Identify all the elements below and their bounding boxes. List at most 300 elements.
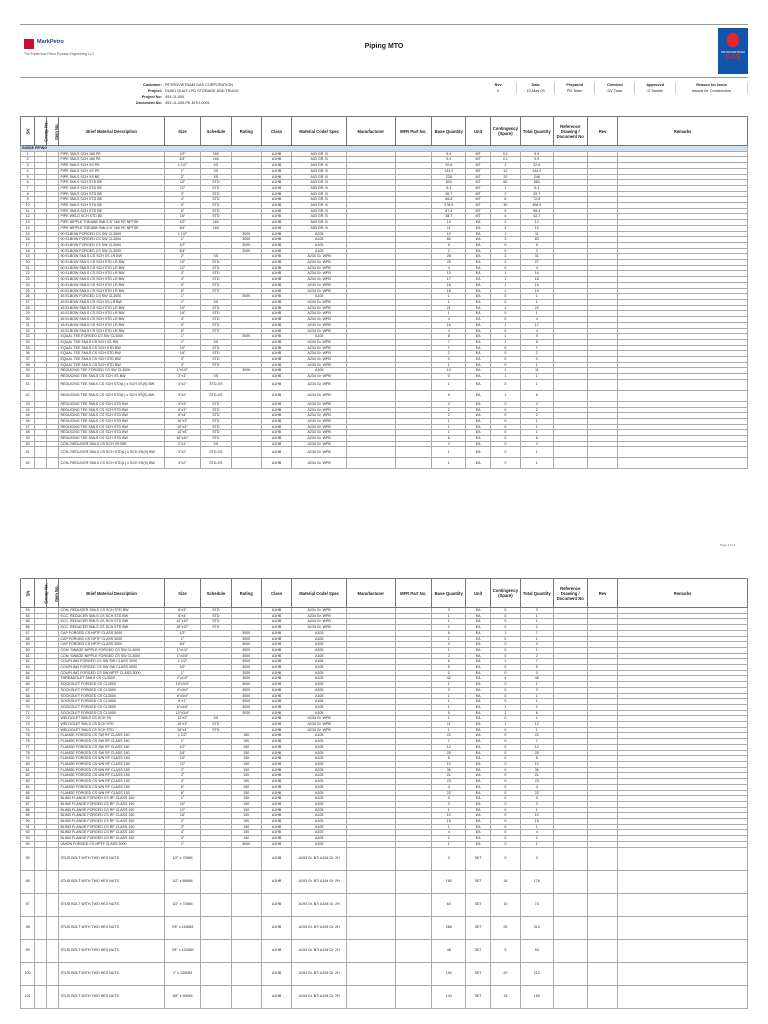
table-cell: 1" — [164, 294, 200, 300]
table-cell: A234 Gr. WPB — [292, 351, 347, 357]
mto-sheet-page-1 — [20, 24, 748, 547]
table-cell: A1HB — [261, 659, 291, 665]
table-cell: A1HB — [261, 625, 291, 631]
table-cell: A1HB — [261, 813, 291, 819]
table-cell: 10 — [490, 168, 520, 174]
table-cell: EA — [466, 237, 490, 243]
table-cell: 22 — [432, 733, 466, 739]
table-cell: A1HB — [261, 299, 291, 305]
table-cell: XS — [201, 174, 231, 180]
table-cell: 134.2 — [432, 168, 466, 174]
table-cell: 2 — [521, 704, 553, 710]
table-cell: 1 — [432, 311, 466, 317]
table-cell: 2" — [164, 819, 200, 825]
table-cell: 82 — [21, 773, 35, 779]
table-cell: 0 — [490, 407, 520, 413]
table-cell: A1HB — [261, 214, 291, 220]
prepared-value: PD Team — [555, 88, 595, 94]
table-cell: 10" — [164, 305, 200, 311]
table-cell: EA — [466, 608, 490, 614]
table-cell: 0 — [490, 351, 520, 357]
table-cell: A105 — [292, 796, 347, 802]
table-cell: 16 — [21, 237, 35, 243]
table-cell: 12 — [521, 220, 553, 226]
table-cell: 100 — [21, 962, 35, 985]
table-cell: MT — [466, 163, 490, 169]
table-cell: 3000 — [231, 659, 261, 665]
table-cell: 0 — [490, 716, 520, 722]
table-cell: 3000 — [231, 653, 261, 659]
table-cell: 0 — [521, 357, 553, 363]
table-cell: 5 — [432, 756, 466, 762]
table-cell: EA — [466, 401, 490, 407]
table-cell: STD — [201, 430, 231, 436]
column-header: Base Quantity — [432, 117, 466, 146]
item-description: PIPE SMLS SCH 160 PE — [59, 157, 164, 163]
item-description: 90 ELBOW SMLS CS SCH STD LR BW — [59, 288, 164, 294]
table-cell: A105 — [292, 237, 347, 243]
table-cell: 0 — [490, 807, 520, 813]
table-cell: A105 — [292, 819, 347, 825]
table-cell: A1HB — [261, 163, 291, 169]
item-description: ECC. REDUCER SMLS CS SCH STD BW — [59, 613, 164, 619]
table-cell: 1 — [521, 613, 553, 619]
table-cell: A105 — [292, 801, 347, 807]
table-cell: 150 — [231, 744, 261, 750]
table-cell: 29.7 — [521, 191, 553, 197]
column-header-label: SN — [25, 128, 31, 134]
table-cell — [618, 870, 748, 893]
table-cell: A234 Gr. WPB — [292, 390, 347, 401]
table-cell: A1HB — [261, 424, 291, 430]
table-cell: STD — [201, 271, 231, 277]
table-cell: A234 Gr. WPB — [292, 265, 347, 271]
table-cell: 1" — [164, 739, 200, 745]
item-description: EQUAL TEE SMLS CS SCH STD BW — [59, 362, 164, 368]
table-cell: EA — [466, 653, 490, 659]
table-cell — [47, 893, 59, 916]
item-description: FLANGE FORGED CS SW RF CLASS 150 — [59, 739, 164, 745]
table-cell: 25 — [490, 916, 520, 939]
item-description: PIPE NIPPLE TOEABE SMLS 6" 160 PE NPTSE — [59, 225, 164, 231]
table-cell: A1HB — [261, 670, 291, 676]
table-cell: A1HB — [261, 693, 291, 699]
table-cell: 1 — [521, 418, 553, 424]
table-cell: A1HB — [261, 773, 291, 779]
table-cell: A1HB — [261, 665, 291, 671]
table-cell: 503 — [432, 180, 466, 186]
table-cell: 18 — [521, 277, 553, 283]
table-cell: 160 — [201, 225, 231, 231]
table-cell: 1 — [490, 368, 520, 374]
table-cell: 2 — [490, 163, 520, 169]
table-cell: 14 — [21, 225, 35, 231]
table-cell — [618, 916, 748, 939]
table-cell: A53 GR. B — [292, 157, 347, 163]
table-cell: 4" — [164, 830, 200, 836]
table-cell: 4 — [490, 214, 520, 220]
table-cell: 1 — [490, 277, 520, 283]
table-cell — [346, 847, 395, 870]
table-cell: A1HB — [261, 962, 291, 985]
table-cell: 160 — [432, 870, 466, 893]
item-description: BLIND FLANGE FORGED CS RF CLASS 150 — [59, 824, 164, 830]
table-cell — [553, 847, 587, 870]
table-cell: EA — [466, 716, 490, 722]
table-cell: 23 — [521, 779, 553, 785]
table-cell: A1HB — [261, 220, 291, 226]
table-cell: A1HB — [261, 368, 291, 374]
table-cell: 4 — [521, 784, 553, 790]
table-cell: 3000 — [231, 636, 261, 642]
item-description: SOCKOLET FORGED CS CL3000 — [59, 704, 164, 710]
table-cell: 2" — [164, 299, 200, 305]
table-cell: A1HB — [261, 756, 291, 762]
table-cell: EA — [466, 841, 490, 847]
table-cell: A1HB — [261, 294, 291, 300]
table-cell: 0 — [490, 819, 520, 825]
table-cell: 26 — [21, 294, 35, 300]
table-cell: 278.9 — [432, 203, 466, 209]
table-cell: A105 — [292, 248, 347, 254]
table-cell: A105 — [292, 231, 347, 237]
table-cell: 5.4 — [432, 185, 466, 191]
table-cell: 8" — [164, 328, 200, 334]
item-description: CAP FORGED CS NPTF CLASS 3000 — [59, 636, 164, 642]
table-cell — [618, 985, 748, 1008]
table-cell: SET — [466, 893, 490, 916]
table-cell: 55 — [21, 619, 35, 625]
table-cell: 6" — [164, 784, 200, 790]
meta-document-no: Document No: 493-J1-005-PE-MTO-0001 — [136, 101, 210, 105]
table-cell: A234 Gr. WPB — [292, 430, 347, 436]
table-cell: 12" — [164, 761, 200, 767]
table-cell: 0.1 — [490, 151, 520, 157]
table-cell: 1 — [521, 619, 553, 625]
table-cell: 6" — [164, 203, 200, 209]
table-cell: XS — [201, 716, 231, 722]
table-cell: EA — [466, 693, 490, 699]
table-cell: 4"x3" — [164, 401, 200, 407]
table-cell: 1 — [521, 636, 553, 642]
column-header-label: Item No. — [54, 122, 60, 140]
table-cell: STD — [201, 727, 231, 733]
table-cell: 83 — [521, 237, 553, 243]
table-cell: EA — [466, 362, 490, 368]
table-cell — [47, 870, 59, 893]
table-row — [21, 870, 748, 893]
table-cell: EA — [466, 418, 490, 424]
table-cell: 17 — [21, 242, 35, 248]
table-cell: 1 — [490, 339, 520, 345]
table-cell: 90 — [21, 819, 35, 825]
table-cell — [201, 893, 231, 916]
table-cell: EA — [466, 328, 490, 334]
item-description: REDUCING TEE SMLS CS SCH STD BW — [59, 430, 164, 436]
table-cell: A105 — [292, 836, 347, 842]
table-cell: 88 — [21, 807, 35, 813]
table-cell: 1/2" — [164, 665, 200, 671]
table-cell: 1 — [21, 151, 35, 157]
table-cell: EA — [466, 727, 490, 733]
table-cell: 8 — [521, 339, 553, 345]
table-cell: A105 — [292, 761, 347, 767]
table-cell: A1HB — [261, 682, 291, 688]
table-cell: 72 — [21, 716, 35, 722]
column-header: Schedule — [201, 117, 231, 146]
item-description: PIPE SMLS SCH STD BE — [59, 208, 164, 214]
table-cell: MT — [466, 157, 490, 163]
table-cell: 1/2" x 70MM — [164, 847, 200, 870]
table-cell: 15 — [21, 231, 35, 237]
table-cell: 4" — [164, 317, 200, 323]
table-cell: 3000 — [231, 642, 261, 648]
item-description: STUD BOLT WITH TWO HEX NUTS — [59, 985, 164, 1008]
table-cell: 150 — [231, 773, 261, 779]
table-cell: 0 — [490, 311, 520, 317]
table-cell: 0 — [490, 687, 520, 693]
table-cell: A1HB — [261, 334, 291, 340]
table-cell — [35, 916, 47, 939]
item-description: PIPE SMLS SCH XS BE — [59, 174, 164, 180]
table-cell: MT — [466, 180, 490, 186]
table-cell: STD-XS — [201, 379, 231, 390]
table-cell: 80 — [432, 237, 466, 243]
table-cell: A1HB — [261, 893, 291, 916]
table-cell: 10" — [164, 260, 200, 266]
table-cell: 6" — [164, 322, 200, 328]
table-cell: A53 GR. B — [292, 225, 347, 231]
table-cell: 5.4 — [432, 151, 466, 157]
item-description: ECC. REDUCER SMLS CS SCH STD BW — [59, 619, 164, 625]
table-cell: 8 — [21, 191, 35, 197]
table-cell: A1HB — [261, 790, 291, 796]
document-meta — [20, 78, 748, 116]
item-description: PIPE SMLS SCH 160 PE — [59, 151, 164, 157]
table-cell: 6 — [432, 436, 466, 442]
table-cell: EA — [466, 231, 490, 237]
table-cell: EA — [466, 619, 490, 625]
column-header: Manufacturer — [346, 579, 395, 608]
mto-table — [20, 578, 748, 1009]
item-description: BLIND FLANGE FORGED CS RF CLASS 150 — [59, 836, 164, 842]
table-cell: 1 — [432, 362, 466, 368]
table-cell: 42.7 — [521, 214, 553, 220]
company-name: MarkPetro — [37, 39, 64, 45]
table-cell: A234 Gr. WPB — [292, 305, 347, 311]
table-cell: A1HB — [261, 744, 291, 750]
table-cell: EA — [466, 670, 490, 676]
table-cell: 10 — [432, 231, 466, 237]
table-cell: 10"x3" — [164, 418, 200, 424]
table-cell: 0 — [490, 242, 520, 248]
table-cell: A105 — [292, 670, 347, 676]
table-cell: EA — [466, 744, 490, 750]
item-description: EQUAL TEE SMLS CS SCH XS BW — [59, 339, 164, 345]
table-cell: A234 Gr. WPB — [292, 288, 347, 294]
table-cell: 64 — [432, 893, 466, 916]
table-cell: EA — [466, 242, 490, 248]
table-cell: 74 — [21, 727, 35, 733]
table-cell: 84 — [21, 784, 35, 790]
table-cell: 5 — [21, 174, 35, 180]
table-cell — [618, 847, 748, 870]
table-cell: SET — [466, 939, 490, 962]
table-cell: EA — [466, 351, 490, 357]
table-cell: 12"x10" — [164, 619, 200, 625]
table-cell: 4 — [521, 317, 553, 323]
table-cell: 75 — [21, 733, 35, 739]
table-cell: STD-XS — [201, 447, 231, 458]
item-description: CON. REDUCER SMLS CS SCH STD(L) x SCH XS(S) BW — [59, 458, 164, 469]
column-header: Unit — [466, 579, 490, 608]
table-cell: A1HB — [261, 796, 291, 802]
table-cell: 150 — [231, 819, 261, 825]
table-cell: A105 — [292, 659, 347, 665]
table-cell: A105 — [292, 841, 347, 847]
table-cell: 0 — [490, 413, 520, 419]
table-cell: 1 — [490, 374, 520, 380]
table-cell: A234 Gr. WPB — [292, 436, 347, 442]
item-description: PIPE SMLS SCH STD BE — [59, 191, 164, 197]
table-cell: 10 — [521, 761, 553, 767]
table-cell — [35, 847, 47, 870]
table-cell: A105 — [292, 744, 347, 750]
table-cell: STD — [201, 180, 231, 186]
client-logo-brand: GAS — [725, 54, 741, 61]
table-cell: 1 — [521, 699, 553, 705]
table-cell — [395, 916, 431, 939]
table-cell: 1 — [490, 722, 520, 728]
table-cell: 97 — [21, 893, 35, 916]
table-cell: 65 — [21, 676, 35, 682]
table-cell: A234 Gr. WPB — [292, 441, 347, 447]
table-cell: 21 — [21, 265, 35, 271]
table-cell — [346, 962, 395, 985]
table-cell: 38 — [21, 362, 35, 368]
table-cell: EA — [466, 379, 490, 390]
item-description: EQUAL TEE FORGED CS SW CL3000 — [59, 334, 164, 340]
table-cell: 1 — [490, 185, 520, 191]
table-cell: 99 — [21, 939, 35, 962]
column-header: Base Quantity — [432, 579, 466, 608]
table-cell — [553, 939, 587, 962]
table-cell: 0 — [490, 441, 520, 447]
table-cell: 2 — [490, 260, 520, 266]
table-cell: 3/4" — [164, 225, 200, 231]
table-cell — [395, 939, 431, 962]
table-cell: 4 — [432, 317, 466, 323]
table-cell: A234 Gr. WPB — [292, 362, 347, 368]
meta-fields — [110, 82, 310, 106]
reason-header: Reason for Issue — [676, 82, 748, 88]
table-cell: 45 — [21, 413, 35, 419]
table-cell: STD — [201, 619, 231, 625]
table-cell: MT — [466, 208, 490, 214]
table-cell: A234 Gr. WPB — [292, 282, 347, 288]
table-cell: 3"x2" — [164, 390, 200, 401]
table-cell: 0 — [490, 248, 520, 254]
table-cell: 20 — [21, 260, 35, 266]
table-cell: 0 — [490, 608, 520, 614]
table-cell: A234 Gr. WPB — [292, 254, 347, 260]
table-cell: A1HB — [261, 716, 291, 722]
table-cell: 59 — [21, 642, 35, 648]
table-cell: 44 — [21, 407, 35, 413]
table-cell — [346, 893, 395, 916]
table-cell: 41 — [21, 379, 35, 390]
item-description: BLIND FLANGE FORGED CS RF CLASS 150 — [59, 807, 164, 813]
table-cell: 10"x6" — [164, 430, 200, 436]
table-cell: A1HB — [261, 174, 291, 180]
table-cell: A105 — [292, 813, 347, 819]
table-cell: 35 — [21, 345, 35, 351]
table-cell: 5 — [521, 756, 553, 762]
table-cell: 4"x2" — [164, 458, 200, 469]
table-cell: A105 — [292, 739, 347, 745]
table-cell: 0 — [490, 265, 520, 271]
table-cell: 1 — [521, 824, 553, 830]
table-cell: A1HB — [261, 379, 291, 390]
table-cell: 12"x3/4" — [164, 710, 200, 716]
table-cell: 19 — [21, 254, 35, 260]
table-cell: EA — [466, 704, 490, 710]
table-cell: 1 — [521, 311, 553, 317]
table-cell: 2 — [432, 687, 466, 693]
table-cell — [231, 447, 261, 458]
table-cell: 150 — [231, 790, 261, 796]
table-cell — [231, 916, 261, 939]
table-cell: 16" — [164, 351, 200, 357]
table-cell: EA — [466, 277, 490, 283]
table-cell: 212 — [521, 962, 553, 985]
table-row — [21, 458, 748, 469]
table-cell: 1 1/2" — [164, 659, 200, 665]
table-cell: STD — [201, 351, 231, 357]
table-cell: 1 — [521, 294, 553, 300]
table-cell: MT — [466, 191, 490, 197]
table-cell: 0 — [490, 294, 520, 300]
table-cell: STD — [201, 436, 231, 442]
table-cell: 3000 — [231, 647, 261, 653]
table-cell: EA — [466, 665, 490, 671]
table-cell: 3/4" — [164, 157, 200, 163]
table-cell: 2" — [164, 174, 200, 180]
item-description: CAP FORGED CS NPTF CLASS 3000 — [59, 630, 164, 636]
table-cell: 0 — [490, 317, 520, 323]
table-cell: 0 — [490, 750, 520, 756]
table-cell: 11 — [432, 722, 466, 728]
table-cell: A1HB — [261, 870, 291, 893]
table-cell: 150 — [231, 739, 261, 745]
table-cell: A1HB — [261, 824, 291, 830]
table-cell: 0 — [490, 619, 520, 625]
table-cell — [395, 390, 431, 401]
table-cell: 248 — [521, 174, 553, 180]
table-cell: 1" — [164, 168, 200, 174]
table-cell: MT — [466, 197, 490, 203]
table-cell: 0 — [490, 813, 520, 819]
table-cell: 1 — [490, 231, 520, 237]
revision-table — [480, 82, 748, 94]
table-cell: 60 — [21, 647, 35, 653]
table-cell: EA — [466, 390, 490, 401]
table-cell: 2 — [521, 413, 553, 419]
table-cell: A105 — [292, 630, 347, 636]
table-cell — [201, 939, 231, 962]
table-cell: 2 — [521, 248, 553, 254]
table-cell: A1HB — [261, 699, 291, 705]
